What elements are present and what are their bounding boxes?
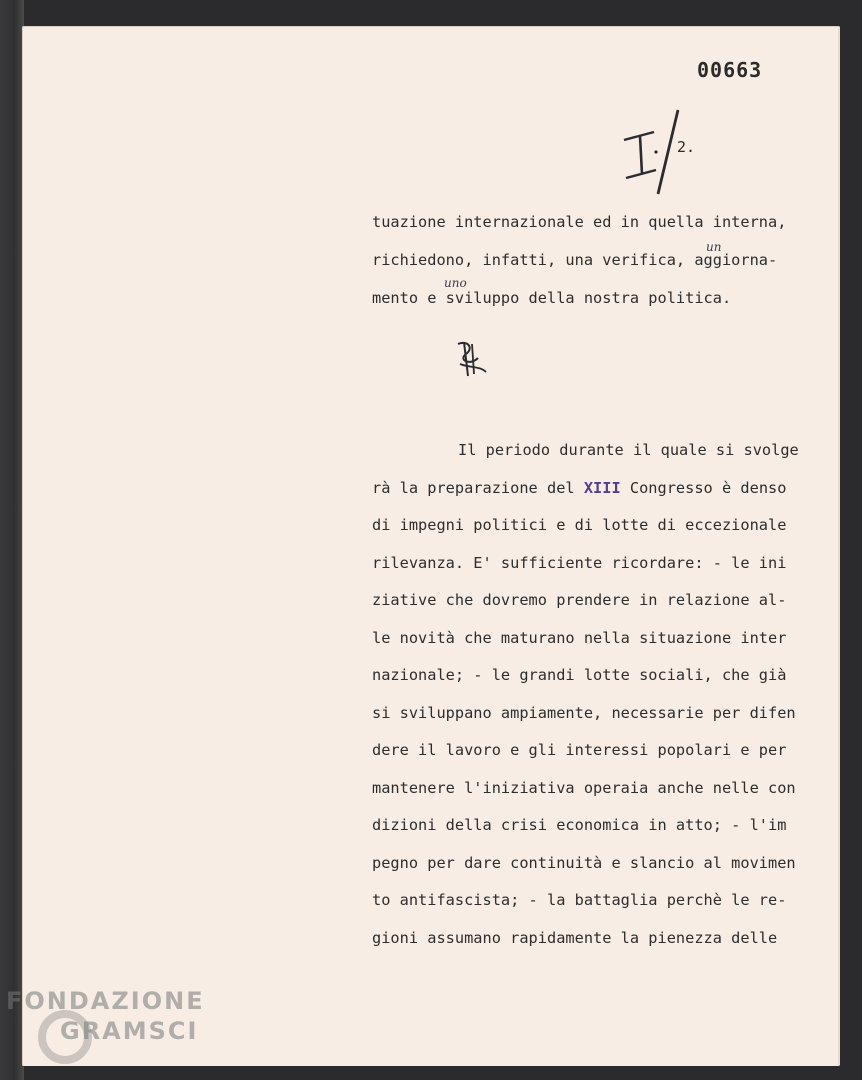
paragraph-line-12: pegno per dare continuità e slancio al movimen xyxy=(372,854,796,872)
opening-line-1: tuazione internazionale ed in quella interna, xyxy=(372,213,787,231)
watermark-logo xyxy=(6,986,205,1046)
opening-line-3: mento e sviluppo della nostra politica. xyxy=(372,289,732,307)
document-number: 00663 xyxy=(697,58,763,82)
paragraph-line-6: le novità che maturano nella situazione inter xyxy=(372,629,787,647)
paragraph-line-10: mantenere l'iniziativa operaia anche nelle con xyxy=(372,779,796,797)
paragraph-line-4: rilevanza. E' sufficiente ricordare: - le ini xyxy=(372,554,787,572)
watermark-line-2: GRAMSCI xyxy=(60,1017,199,1045)
congress-number: XIII xyxy=(583,479,621,497)
opening-line-2: richiedono, infatti, una verifica, aggiorna- xyxy=(372,251,778,269)
paragraph-line-13: to antifascista; - la battaglia perchè le re- xyxy=(372,891,787,909)
paragraph-line-14: gioni assumano rapidamente la pienezza delle xyxy=(372,929,778,947)
paragraph-line-3: di impegni politici e di lotte di eccezionale xyxy=(372,516,787,534)
handwritten-insertion-uno: uno xyxy=(444,276,467,290)
paragraph-line-2 xyxy=(372,478,786,498)
paragraph-line-11: dizioni della crisi economica in atto; - l'im xyxy=(372,816,787,834)
page-number: 2. xyxy=(677,138,696,156)
watermark-line-1: FONDAZIONE xyxy=(6,987,205,1015)
scan-left-edge xyxy=(0,0,24,1080)
handwritten-insertion-un: un xyxy=(706,240,722,254)
handwritten-section-mark xyxy=(450,338,492,380)
document-sheet xyxy=(22,26,840,1066)
paragraph-line-5: ziative che dovremo prendere in relazione al- xyxy=(372,591,787,609)
paragraph-line-2-end: Congresso è denso xyxy=(620,479,787,497)
paragraph-line-8: si sviluppano ampiamente, necessarie per difen xyxy=(372,704,796,722)
paragraph-line-7: nazionale; - le grandi lotte sociali, che già xyxy=(372,666,787,684)
paragraph-line-1: Il periodo durante il quale si svolge xyxy=(458,441,799,459)
paragraph-line-9: dere il lavoro e gli interessi popolari e per xyxy=(372,741,787,759)
paragraph-line-2-start: rà la preparazione del xyxy=(372,479,584,497)
